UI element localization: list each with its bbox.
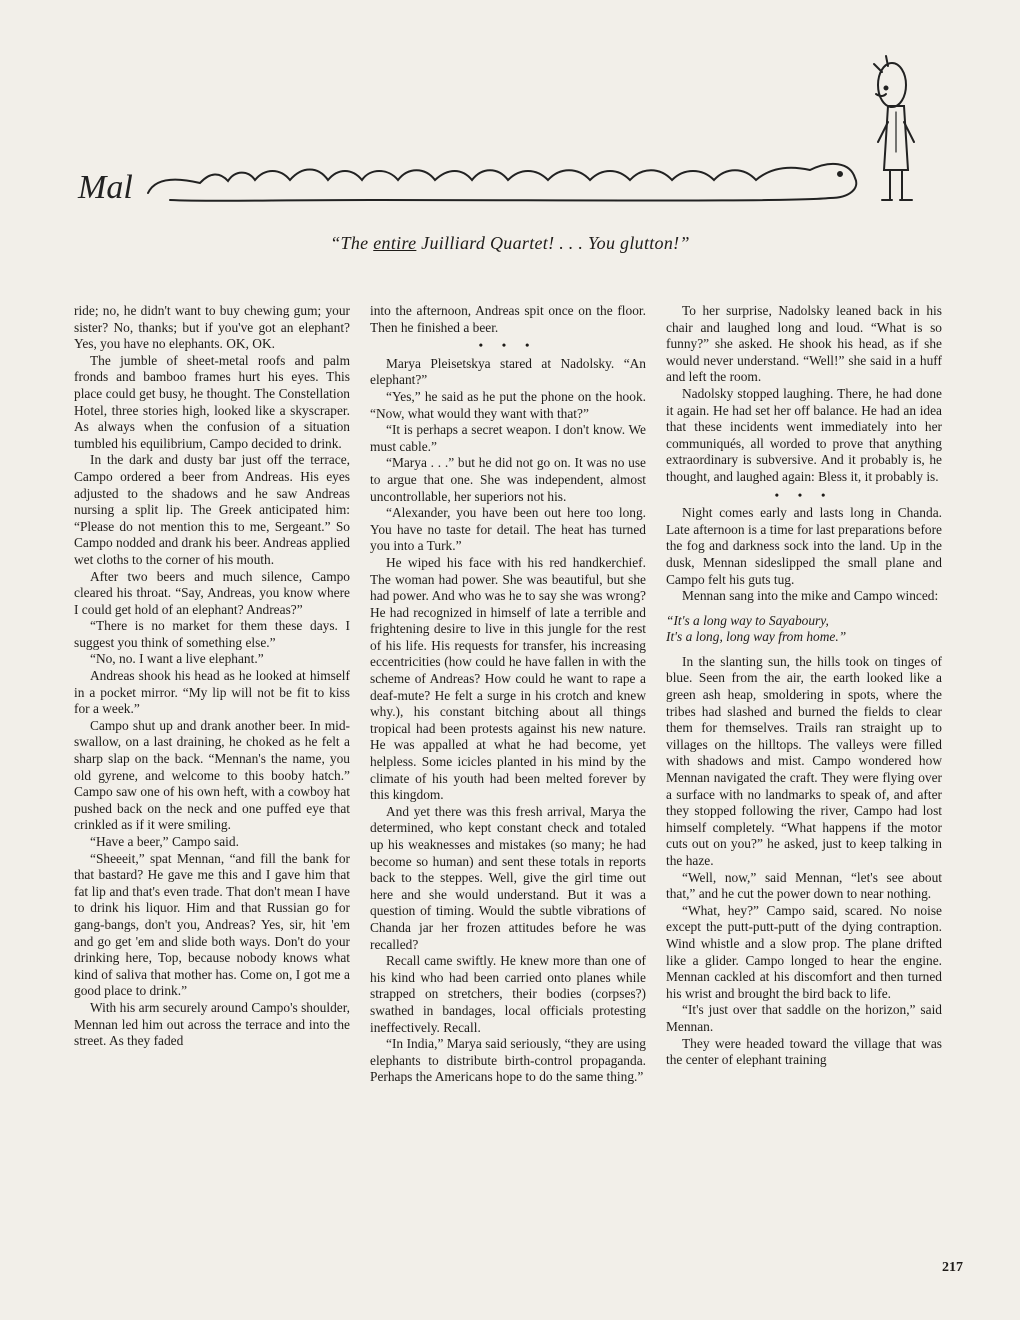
paragraph: In the dark and dusty bar just off the terrace, Campo ordered a beer from Andreas. His eyes adjusted to the shadows and he saw Andreas nursing a split lip. The Greek anticipated him: “Please do not mention this to me, Sergeant.” So Campo nodded and drank his beer. Andreas applied wet cloths to the corner of his mouth. bbox=[74, 452, 350, 567]
cartoon-illustration bbox=[70, 50, 970, 250]
paragraph: “Have a beer,” Campo said. bbox=[90, 834, 239, 849]
paragraph: “In India,” Marya said seriously, “they are using elephants to distribute birth-control propaganda. Perhaps the Americans hope to do the same thing.” bbox=[370, 1036, 646, 1085]
cartoon-signature: Mal bbox=[78, 169, 133, 206]
paragraph: Marya Pleisetskya stared at Nadolsky. “An elephant?” bbox=[370, 355, 646, 388]
paragraph: “It is perhaps a secret weapon. I don't know. We must cable.” bbox=[370, 422, 646, 454]
paragraph: into the afternoon, Andreas spit once on the floor. Then he finished a beer. bbox=[370, 303, 646, 335]
paragraph: Nadolsky stopped laughing. There, he had done it again. He had set her off balance. He had an idea that these incidents went immediately into her communiqués, all worded to prove that anything extraordinary is subversive. And it probably is, he thought, and laughed again: Bless it, it probably is. bbox=[666, 385, 942, 484]
section-break: • • • bbox=[774, 487, 834, 502]
paragraph: Recall came swiftly. He knew more than one of his kind who had been carried onto planes while strapped on stretchers, their bodies (corpses?) swathed in bandages, local officials protesting ineffectively. Recall. bbox=[370, 953, 646, 1035]
page-number: 217 bbox=[942, 1260, 963, 1275]
paragraph: Mennan sang into the mike and Campo winced: bbox=[682, 588, 939, 604]
paragraph: “No, no. I want a live elephant.” bbox=[90, 651, 264, 667]
article-column-2 bbox=[370, 303, 646, 1086]
paragraph: “Well, now,” said Mennan, “let's see about that,” and he cut the power down to near nothing. bbox=[666, 869, 942, 902]
paragraph: Campo shut up and drank another beer. In mid-swallow, on a last draining, he choked as he felt a sharp slap on the back. “Mennan's the name, you old gyrene, and welcome to this booby hatch.” Campo saw one of his own heft, with a cowboy hat pushed back on the neck and one puffed eye that crinkled as if it were smiling. bbox=[74, 717, 350, 833]
paragraph: In the slanting sun, the hills took on tinges of blue. Seen from the air, the earth looked like a green ash heap, smoldering in spots, where the tribes had slashed and burned the fields to clear them for themselves. Trails ran straight up to villages on the hilltops. The valleys were filled with shadows and mist. Campo wondered how Mennan navigated the craft. They were flying over a surface with no landmarks to speak of, and after they stopped following the river, Campo had lost himself completely. “What happens if the motor cuts out on you?” he asked, just to keep talking in the haze. bbox=[666, 653, 942, 868]
paragraph: Night comes early and lasts long in Chanda. Late afternoon is a time for last preparations before the fog and darkness sock into the land. Up in the dusk, Mennan sideslipped the small plane and Campo felt his guts tug. bbox=[666, 505, 942, 587]
paragraph: ride; no, he didn't want to buy chewing gum; your sister? No, thanks; but if you've got an elephant? Yes, you have no elephants. OK, OK. bbox=[74, 303, 350, 352]
paragraph: “What, hey?” Campo said, scared. No noise except the putt-putt-putt of the dying contraption. Wind whistle and a slow prop. The plane drifted like a glider. Campo longed to hear the engine. Mennan cackled at his discomfort and then turned his wrist and brought the bird back to life. bbox=[666, 902, 942, 1001]
cartoon-creature-body bbox=[148, 164, 856, 201]
paragraph: After two beers and much silence, Campo cleared his throat. “Say, Andreas, you know where I could get hold of an elephant? Andreas?” bbox=[74, 568, 350, 617]
article-column-3 bbox=[666, 303, 942, 1069]
paragraph: “There is no market for them these days. I suggest you think of something else.” bbox=[74, 618, 350, 650]
paragraph: With his arm securely around Campo's shoulder, Mennan led him out across the terrace and into the street. As they faded bbox=[74, 999, 350, 1049]
paragraph: To her surprise, Nadolsky leaned back in his chair and laughed long and loud. “What is so funny?” she asked. He shook his head, as if she would never understand. “Well!” she said in a huff and left the room. bbox=[666, 303, 942, 385]
paragraph: “Alexander, you have been out here too long. You have no taste for detail. The heat has turned you into a Turk.” bbox=[370, 505, 646, 554]
paragraph: “Yes,” he said as he put the phone on the hook. “Now, what would they want with that?” bbox=[370, 388, 646, 421]
section-break: • • • bbox=[478, 338, 538, 353]
paragraph: “It's just over that saddle on the horizon,” said Mennan. bbox=[666, 1002, 942, 1034]
lyric-line: “It's a long way to Sayaboury, bbox=[666, 612, 829, 628]
paragraph: And yet there was this fresh arrival, Marya the determined, who kept constant check and totaled up his weaknesses and mistakes (so many; he had become so human) and sent these totals in reports back to the steppes. Well, give the girl time out here and she would understand. But it was a question of timing. Would the subtle vibrations of Chanda jar her frozen attitudes before he was recalled? bbox=[370, 803, 646, 952]
cartoon-caption: “The entire Juilliard Quartet! . . . You glutton!” bbox=[330, 233, 690, 253]
paragraph: He wiped his face with his red handkerchief. The woman had power. She was beautiful, but she had power. And who was he to say she was wrong? He had recognized in himself of late a terrible and frightening desire to live in this jungle for the rest of his life. His requests for transfer, his increasing eccentricities (how could he have fallen in with the scheme of Andreas? How could he want to rape a deaf-mute? He felt a surge in his crotch and knew why.), his constant bitching about all things tropical had been protests against his new nature. He was appalled at what he had become, yet helpless. Some icicles planted in his mind by the climate of his youth had been melted forever by this kingdom. bbox=[370, 554, 646, 803]
paragraph: They were headed toward the village that was the center of elephant training bbox=[666, 1035, 942, 1068]
cartoon-man-figure bbox=[874, 56, 914, 200]
lyric-line: It's a long, long way from home.” bbox=[666, 629, 847, 645]
paragraph: The jumble of sheet-metal roofs and palm fronds and bamboo frames hurt his eyes. This place could get busy, he thought. The Constellation Hotel, three stories high, looked like a skyscraper. As always when the confusion of a situation tumbled his equilibrium, Campo decided to drink. bbox=[74, 352, 350, 451]
paragraph: “Sheeeit,” spat Mennan, “and fill the bank for that bastard? He gave me this and I gave him that fat lip and that's even trade. That don't mean I have to drink his liquor. Him and that Russian go for gang-bangs, don't you, Andreas? Yes, sir, hit 'em and go get 'em and slide both ways. Don't do your drinking here, Top, because nobody knows what kind of saliva that mother has. Come on, I got me a good place to drink.” bbox=[74, 850, 350, 999]
song-lyrics bbox=[666, 613, 942, 646]
paragraph: “Marya . . .” but he did not go on. It was no use to argue that one. She was independent, almost uncontrollable, her superiors not his. bbox=[370, 455, 646, 504]
paragraph: Andreas shook his head as he looked at himself in a pocket mirror. “My lip will not be fit to kiss for a week.” bbox=[74, 668, 350, 717]
article-column-1 bbox=[74, 303, 350, 1050]
